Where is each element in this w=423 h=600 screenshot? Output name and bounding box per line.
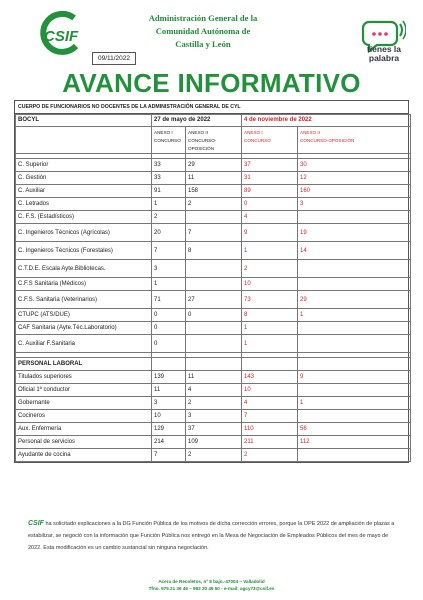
page-footer (0, 578, 423, 592)
value-cell: 2 (152, 211, 186, 224)
may-header: 27 de mayo de 2022 (152, 115, 242, 127)
table-row (16, 260, 411, 278)
value-cell: 89 (242, 185, 298, 198)
value-cell: 14 (298, 242, 411, 260)
table-row (16, 436, 411, 449)
value-cell: 10 (242, 384, 298, 397)
value-cell (298, 211, 411, 224)
value-cell: 11 (152, 384, 186, 397)
row-label: CAF Sanitaria (Ayte.Téc.Laboratorio) (16, 322, 152, 335)
value-cell: 10 (152, 410, 186, 423)
table-header-row (16, 115, 411, 127)
value-cell: 139 (152, 371, 186, 384)
value-cell: 7 (152, 449, 186, 462)
row-label: C.T.D.E. Escala Ayte.Bibliotecas. (16, 260, 152, 278)
value-cell: 143 (242, 371, 298, 384)
value-cell: 10 (242, 278, 298, 291)
value-cell: 12 (298, 172, 411, 185)
value-cell: 158 (186, 185, 242, 198)
row-label: C. Ingenieros Técnicos (Forestales) (16, 242, 152, 260)
value-cell: 160 (298, 185, 411, 198)
value-cell: 7 (152, 242, 186, 260)
table-row (16, 278, 411, 291)
value-cell: 4 (242, 397, 298, 410)
csif-logo-icon (30, 10, 90, 58)
row-label: Titulados superiores (16, 371, 152, 384)
subheader-cell: ANEXO I CONCURSO (152, 127, 186, 154)
value-cell: 31 (242, 172, 298, 185)
value-cell (186, 322, 242, 335)
explanatory-note (28, 518, 398, 554)
value-cell: 4 (242, 211, 298, 224)
value-cell (186, 211, 242, 224)
table-row (16, 242, 411, 260)
subheader-cell: ANEXO II CONCURSO-OPOSICIÓN (298, 127, 411, 154)
row-label: C. Ingenieros Técnicos (Agrícolas) (16, 224, 152, 242)
value-cell: 1 (242, 322, 298, 335)
footer-address: Acera de Recoletos, nº 8 bajo.-47004 – Valladolid (158, 579, 265, 584)
table-row (16, 172, 411, 185)
value-cell (298, 410, 411, 423)
value-cell: 11 (186, 371, 242, 384)
value-cell (298, 278, 411, 291)
plazas-table (14, 100, 409, 463)
value-cell: 110 (242, 423, 298, 436)
value-cell: 19 (298, 224, 411, 242)
row-label: Aux. Enfermería (16, 423, 152, 436)
value-cell: 2 (186, 449, 242, 462)
value-cell: 109 (186, 436, 242, 449)
value-cell: 211 (242, 436, 298, 449)
value-cell: 1 (298, 397, 411, 410)
table-subheader-row (16, 127, 411, 154)
value-cell (186, 335, 242, 353)
row-label: C. Letrados (16, 198, 152, 211)
table-row (16, 185, 411, 198)
organization-name: Administración General de la Comunidad Autónoma de Castilla y León (148, 13, 258, 49)
row-label: Cocineros (16, 410, 152, 423)
value-cell: 73 (242, 291, 298, 309)
value-cell: 2 (242, 449, 298, 462)
subheader-cell: ANEXO I CONCURSO (242, 127, 298, 154)
table-row (16, 335, 411, 353)
table-row (16, 410, 411, 423)
value-cell (186, 260, 242, 278)
value-cell: 4 (186, 384, 242, 397)
value-cell (298, 449, 411, 462)
row-label: Gobernante (16, 397, 152, 410)
tienes-la-palabra-badge: tienes la palabra (366, 44, 402, 63)
note-text: ha solicitado explicaciones a la DG Función Pública de los motivos de dicha corrección errores, porque la OPE 2022 de ampliación de plazas a estabilizar, se negoció con la información que Función Pública nos entregó en la Mesa de Negociación de Empleados Públicos del mes de mayo de 2022. Esta modificación es un cambio sustancial sin ninguna negociación. (28, 521, 395, 551)
value-cell: 0 (152, 322, 186, 335)
november-header: 4 de noviembre de 2022 (242, 115, 411, 127)
table-row (16, 449, 411, 462)
value-cell: 0 (242, 198, 298, 211)
value-cell: 1 (152, 198, 186, 211)
table-row (16, 397, 411, 410)
table-row (16, 211, 411, 224)
value-cell: 3 (298, 198, 411, 211)
value-cell: 3 (152, 260, 186, 278)
value-cell: 7 (242, 410, 298, 423)
row-label: Oficial 1ª conductor (16, 384, 152, 397)
table-row (16, 159, 411, 172)
value-cell: 11 (186, 172, 242, 185)
value-cell: 0 (152, 309, 186, 322)
value-cell: 2 (186, 198, 242, 211)
value-cell: 33 (152, 159, 186, 172)
row-label: C. Gestión (16, 172, 152, 185)
document-date: 09/11/2022 (92, 52, 136, 65)
subheader-cell: ANEXO II CONCURSO-OPOSICIÓN (186, 127, 242, 154)
value-cell: 1 (298, 309, 411, 322)
table-row (16, 224, 411, 242)
value-cell: 71 (152, 291, 186, 309)
value-cell (298, 384, 411, 397)
table-row (16, 291, 411, 309)
value-cell: 30 (298, 159, 411, 172)
row-label: Personal de servicios (16, 436, 152, 449)
row-label: C.F.S. Sanitaria (Veterinarios) (16, 291, 152, 309)
value-cell: 0 (152, 335, 186, 353)
value-cell: 8 (242, 309, 298, 322)
value-cell: 1 (242, 335, 298, 353)
table-row (16, 198, 411, 211)
table-row (16, 371, 411, 384)
row-label: C. Auxiliar (16, 185, 152, 198)
page-title: AVANCE INFORMATIVO (62, 68, 361, 98)
row-label: CTUPC (ATS/DUE) (16, 309, 152, 322)
section-row (16, 358, 411, 371)
svg-text:CSIF: CSIF (44, 28, 79, 45)
labor-heading: PERSONAL LABORAL (16, 358, 152, 371)
value-cell (298, 260, 411, 278)
value-cell: 3 (152, 397, 186, 410)
value-cell: 29 (298, 291, 411, 309)
value-cell: 29 (186, 159, 242, 172)
value-cell: 129 (152, 423, 186, 436)
value-cell: 2 (242, 260, 298, 278)
value-cell: 37 (242, 159, 298, 172)
value-cell: 0 (186, 309, 242, 322)
table-row (16, 384, 411, 397)
table-row (16, 322, 411, 335)
note-brand: CSIF (28, 520, 44, 527)
value-cell: 27 (186, 291, 242, 309)
bocyl-header: BOCYL (16, 115, 152, 127)
value-cell: 33 (152, 172, 186, 185)
row-label: C.F.S Sanitaria (Médicos) (16, 278, 152, 291)
value-cell: 112 (298, 436, 411, 449)
value-cell: 1 (242, 242, 298, 260)
table-row (16, 423, 411, 436)
value-cell: 2 (186, 397, 242, 410)
row-label: C. Auxiliar F.Sanitaria (16, 335, 152, 353)
value-cell: 7 (186, 224, 242, 242)
table-heading: CUERPO DE FUNCIONARIOS NO DOCENTES DE LA ADMINISTRACIÓN GENERAL DE CYL (15, 101, 408, 114)
value-cell: 3 (186, 410, 242, 423)
value-cell (298, 322, 411, 335)
value-cell (186, 278, 242, 291)
row-label: Ayudante de cocina (16, 449, 152, 462)
value-cell: 8 (186, 242, 242, 260)
footer-contact: Tfno. 975 21 36 46 – 983 20 49 50 - e-mail: agcy73@csif.es (148, 586, 275, 591)
value-cell: 9 (242, 224, 298, 242)
value-cell: 37 (186, 423, 242, 436)
value-cell: 20 (152, 224, 186, 242)
value-cell (298, 335, 411, 353)
value-cell: 9 (298, 371, 411, 384)
row-label: C. F.S. (Estadísticos) (16, 211, 152, 224)
value-cell: 1 (152, 278, 186, 291)
value-cell: 214 (152, 436, 186, 449)
row-label: C. Superior (16, 159, 152, 172)
value-cell: 56 (298, 423, 411, 436)
value-cell: 91 (152, 185, 186, 198)
page-header (0, 0, 423, 66)
table-row (16, 309, 411, 322)
